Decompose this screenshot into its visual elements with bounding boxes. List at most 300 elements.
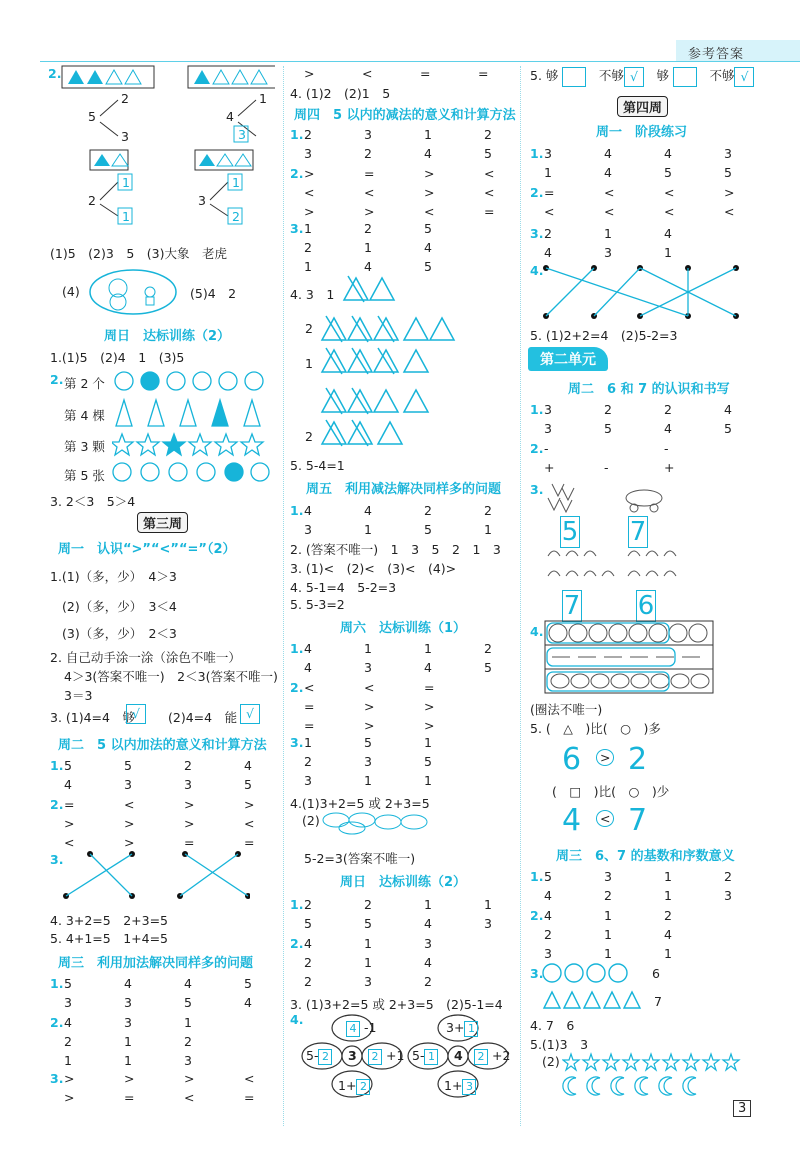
grid-cell: = xyxy=(364,166,375,181)
flower2-left: 5- 1 xyxy=(412,1048,438,1065)
grid-cell: 4 xyxy=(304,660,312,675)
grid-cell: 3 xyxy=(544,146,552,161)
flower1-center: 3 xyxy=(348,1048,357,1063)
decomp-bottom: 3 xyxy=(121,129,129,144)
grid-cell: 1 xyxy=(424,641,432,656)
grid-cell: 1 xyxy=(424,735,432,750)
grid-cell: 3 xyxy=(64,995,72,1010)
grouping-pictures xyxy=(544,620,714,694)
grid-cell: < xyxy=(664,185,675,200)
grid-cell: 5 xyxy=(364,916,372,931)
question-number: 1. xyxy=(290,127,304,142)
grid-cell: 2 xyxy=(304,897,312,912)
circled-animals-image xyxy=(88,268,178,316)
question-number: 1. xyxy=(290,897,304,912)
grid-cell: 1 xyxy=(364,641,372,656)
answer-line: 1.(1)5 (2)4 1 (3)5 xyxy=(50,350,185,365)
grid-cell: 3 xyxy=(544,421,552,436)
grid-cell: 5 xyxy=(604,421,612,436)
answer-line: ( □ )比( ○ )少 xyxy=(552,784,670,799)
grid-cell: > xyxy=(64,1071,75,1086)
decomp-total: 4 xyxy=(226,109,234,124)
grid-cell: - xyxy=(604,460,609,475)
grid-cell: = xyxy=(304,699,315,714)
grid-cell: < xyxy=(664,204,675,219)
answer-line: 5. (1)2+2=4 (2)5-2=3 xyxy=(530,328,678,343)
grid-cell: 4 xyxy=(304,936,312,951)
decomp-total: 3 xyxy=(198,193,206,208)
grid-cell: 1 xyxy=(304,259,312,274)
question-number: 1. xyxy=(530,869,544,884)
grid-cell: = xyxy=(478,66,489,81)
grid-cell: < xyxy=(484,185,495,200)
flower2-bottom: 1+ 3 xyxy=(444,1078,476,1095)
grid-cell: 5 xyxy=(184,995,192,1010)
answer-line: 4＞3(答案不唯一) 2＜3(答案不唯一) xyxy=(64,669,278,684)
answer-line: 3. (1)< (2)< (3)< (4)> xyxy=(290,561,457,576)
question-number: 1. xyxy=(530,402,544,417)
grid-cell: 3 xyxy=(304,773,312,788)
grid-cell: 1 xyxy=(424,897,432,912)
answer-line: 4. 3+2=5 2+3=5 xyxy=(50,913,169,928)
grid-cell: 2 xyxy=(484,641,492,656)
grid-cell: 1 xyxy=(664,946,672,961)
page-number: 3 xyxy=(733,1100,751,1117)
answer-line: 3. 2＜3 5＞4 xyxy=(50,494,136,509)
grid-cell: 1 xyxy=(664,888,672,903)
grid-cell: 3 xyxy=(364,660,372,675)
ordinal-pictures xyxy=(112,368,272,486)
grid-cell: 3 xyxy=(124,1015,132,1030)
decomp-top: 1 xyxy=(122,175,130,190)
check-box: √ xyxy=(240,704,260,724)
answer-line: (圈法不唯一) xyxy=(530,702,603,717)
section-title-wednesday: 周三 6、7 的基数和序数意义 xyxy=(556,849,735,864)
crossed-triangles xyxy=(320,274,470,452)
answer-line: 2. (答案不唯一) 1 3 5 2 1 3 xyxy=(290,542,501,557)
grid-cell: 2 xyxy=(184,1034,192,1049)
grid-cell: 4 xyxy=(124,976,132,991)
section-title-tuesday: 周二 6 和 7 的认识和书写 xyxy=(568,382,730,397)
grid-cell: < xyxy=(484,166,495,181)
digit-answer: 5 xyxy=(561,517,579,547)
grid-cell: 2 xyxy=(544,927,552,942)
grid-cell: 5 xyxy=(724,165,732,180)
grid-cell: 5 xyxy=(424,754,432,769)
grid-cell: 1 xyxy=(484,522,492,537)
column-divider xyxy=(520,66,521,1126)
grid-cell: = xyxy=(244,835,255,850)
grid-cell: 1 xyxy=(604,908,612,923)
section-title-thursday: 周四 5 以内的减法的意义和计算方法 xyxy=(294,108,516,123)
grid-cell: = xyxy=(64,797,75,812)
flower2-top: 3+ 1 xyxy=(446,1020,478,1037)
answer-line: (5)4 2 xyxy=(190,286,237,301)
grid-cell: 5 xyxy=(244,976,252,991)
decomp-bottom: 2 xyxy=(232,209,240,224)
question-number: 4. xyxy=(290,1012,304,1027)
label-2nd: 第 2 个 xyxy=(64,376,105,391)
grid-cell: 4 xyxy=(664,146,672,161)
column-divider xyxy=(283,66,284,1126)
question-number: 2. xyxy=(290,680,304,695)
grid-cell: 4 xyxy=(664,226,672,241)
grid-cell: > xyxy=(304,166,315,181)
question-number: 2. xyxy=(290,166,304,181)
matching-lines xyxy=(540,262,745,322)
digit-answer: 7 xyxy=(563,591,581,621)
grid-cell: 4 xyxy=(424,240,432,255)
stars-moons xyxy=(562,1052,752,1098)
grid-cell: < xyxy=(604,204,615,219)
grid-cell: 1 xyxy=(664,869,672,884)
answer-line: (2) xyxy=(542,1054,560,1069)
answer-line: 5. 5-3=2 xyxy=(290,597,345,612)
grid-cell: 4 xyxy=(664,421,672,436)
answer-line: (4) xyxy=(62,284,80,299)
matching-lines xyxy=(60,848,250,904)
grid-cell: 4 xyxy=(424,916,432,931)
question-number: 2. xyxy=(50,797,64,812)
grid-cell: 1 xyxy=(124,1053,132,1068)
decomp-total: 5 xyxy=(88,109,96,124)
grid-cell: 3 xyxy=(424,936,432,951)
flower1-left: 5- 2 xyxy=(306,1048,332,1065)
question-number: 2. xyxy=(530,908,544,923)
grid-cell: 1 xyxy=(604,927,612,942)
answer-line: 3＝3 xyxy=(64,688,93,703)
grid-cell: 1 xyxy=(364,240,372,255)
grid-cell: > xyxy=(364,204,375,219)
grid-cell: 3 xyxy=(544,946,552,961)
grid-cell: 5 xyxy=(544,869,552,884)
grid-cell: 5 xyxy=(424,221,432,236)
unit-badge: 第二单元 xyxy=(528,347,608,371)
decomp-bottom: 3 xyxy=(238,127,246,142)
answer-line: (2)4=4 能 xyxy=(168,710,238,725)
section-title-tuesday: 周二 5 以内加法的意义和计算方法 xyxy=(58,738,267,753)
bread-picture xyxy=(322,808,432,838)
grid-cell: > xyxy=(304,204,315,219)
grid-cell: < xyxy=(724,204,735,219)
grid-cell: 4 xyxy=(424,955,432,970)
grid-cell: 2 xyxy=(304,127,312,142)
grid-cell: 4 xyxy=(604,146,612,161)
grid-cell: 4 xyxy=(664,927,672,942)
header-rule xyxy=(40,61,800,62)
grid-cell: 1 xyxy=(364,773,372,788)
section-title-monday: 周一 阶段练习 xyxy=(596,125,688,140)
answer-line: (3)（多，少） 2＜3 xyxy=(62,626,177,641)
grid-cell: < xyxy=(244,1071,255,1086)
decomp-bottom: 1 xyxy=(122,209,130,224)
grid-cell: 4 xyxy=(724,402,732,417)
compare-right-digit: 2 xyxy=(628,742,648,777)
answer-line: 5.(1)3 3 xyxy=(530,1037,589,1052)
question-number: 3. xyxy=(50,1071,64,1086)
answer-line: 5. 够 不够 √ 够 不够 √ xyxy=(530,66,754,87)
answer-line: 4. 3 1 xyxy=(290,287,335,302)
grid-cell: 4 xyxy=(424,146,432,161)
grid-cell: 5 xyxy=(244,777,252,792)
grid-cell: 4 xyxy=(64,1015,72,1030)
grid-cell: 2 xyxy=(304,754,312,769)
grid-cell: 4 xyxy=(544,888,552,903)
grid-cell: 4 xyxy=(244,995,252,1010)
answer-line: 5. ( △ )比( ○ )多 xyxy=(530,721,661,736)
grid-cell: 3 xyxy=(304,522,312,537)
grid-cell: 5 xyxy=(124,758,132,773)
grid-cell: 4 xyxy=(544,908,552,923)
grid-cell: < xyxy=(244,816,255,831)
grid-cell: 4 xyxy=(604,165,612,180)
grid-cell: < xyxy=(364,680,375,695)
question-number: 3. xyxy=(530,226,544,241)
grid-cell: 1 xyxy=(424,127,432,142)
grid-cell: 4 xyxy=(544,245,552,260)
grid-cell: 2 xyxy=(604,888,612,903)
grid-cell: 2 xyxy=(304,955,312,970)
label-3rd: 第 3 颗 xyxy=(64,439,105,454)
grid-cell: 4 xyxy=(364,259,372,274)
question-number: 1. xyxy=(530,146,544,161)
digit-answer: 6 xyxy=(637,591,655,621)
grid-cell: 2 xyxy=(664,908,672,923)
answer-line: 3. (1)4=4 够 xyxy=(50,710,135,725)
grid-cell: > xyxy=(124,816,135,831)
grid-cell: 1 xyxy=(304,735,312,750)
answer-line: 5-2=3(答案不唯一) xyxy=(304,851,416,866)
grid-cell: - xyxy=(664,441,669,456)
section-title-saturday: 周六 达标训练（1） xyxy=(340,621,467,636)
grid-cell: 2 xyxy=(304,974,312,989)
grid-cell: 4 xyxy=(304,503,312,518)
grid-cell: 1 xyxy=(364,955,372,970)
grid-cell: > xyxy=(364,699,375,714)
compare-left-digit: 6 xyxy=(562,742,582,777)
grid-cell: 3 xyxy=(604,869,612,884)
answer-line: 3. (1)3+2=5 或 2+3=5 (2)5-1=4 xyxy=(290,997,503,1012)
grid-cell: 5 xyxy=(364,735,372,750)
decomp-total: 2 xyxy=(88,193,96,208)
grid-cell: 2 xyxy=(484,127,492,142)
grid-cell: 5 xyxy=(64,976,72,991)
grid-cell: > xyxy=(364,718,375,733)
grid-cell: 2 xyxy=(64,1034,72,1049)
grid-cell: 2 xyxy=(664,402,672,417)
grid-cell: < xyxy=(362,66,373,81)
decomp-top: 1 xyxy=(232,175,240,190)
grid-cell: + xyxy=(544,460,555,475)
grid-cell: 5 xyxy=(484,660,492,675)
grid-cell: 5 xyxy=(424,522,432,537)
grid-cell: < xyxy=(64,835,75,850)
grid-cell: 1 xyxy=(64,1053,72,1068)
grid-cell: 4 xyxy=(64,777,72,792)
week-badge: 第三周 xyxy=(137,512,188,533)
question-number: 1. xyxy=(290,641,304,656)
grid-cell: 2 xyxy=(724,869,732,884)
grid-cell: 1 xyxy=(184,1015,192,1030)
section-title-sunday: 周日 达标训练（2） xyxy=(340,875,467,890)
grid-cell: 1 xyxy=(544,165,552,180)
grid-cell: > xyxy=(124,835,135,850)
grid-cell: > xyxy=(304,66,315,81)
grid-cell: 5 xyxy=(304,916,312,931)
grid-cell: < xyxy=(304,185,315,200)
grid-cell: + xyxy=(664,460,675,475)
answer-line: 1.(1)（多，少） 4＞3 xyxy=(50,569,177,584)
answer-line: 7 xyxy=(654,994,662,1009)
flower2-right: 2 +2 xyxy=(474,1048,510,1065)
grid-cell: 3 xyxy=(184,1053,192,1068)
answer-line: 4.(1)3+2=5 或 2+3=5 xyxy=(290,796,430,811)
grid-cell: 3 xyxy=(304,146,312,161)
compare-symbol: < xyxy=(596,810,614,827)
compare-symbol: > xyxy=(596,749,614,766)
flower1-top: 4 -1 xyxy=(346,1020,376,1037)
section-title-wednesday: 周三 利用加法解决同样多的问题 xyxy=(58,956,254,971)
grid-cell: > xyxy=(64,1090,75,1105)
grid-cell: 2 xyxy=(604,402,612,417)
digit-answer: 7 xyxy=(629,517,647,547)
header-title: 参考答案 xyxy=(688,47,745,62)
grid-cell: = xyxy=(484,204,495,219)
grid-cell: = xyxy=(420,66,431,81)
grid-cell: < xyxy=(604,185,615,200)
answer-line: 2. 自己动手涂一涂（涂色不唯一） xyxy=(50,650,241,665)
answer-line: 2 xyxy=(305,321,313,336)
question-number: 1. xyxy=(290,503,304,518)
flower1-bottom: 1+ 2 xyxy=(338,1078,370,1095)
question-number: 3. xyxy=(50,852,64,867)
answer-line: 4. 7 6 xyxy=(530,1018,575,1033)
grid-cell: 2 xyxy=(304,240,312,255)
grid-cell: 1 xyxy=(424,773,432,788)
grid-cell: 1 xyxy=(364,522,372,537)
grid-cell: 5 xyxy=(664,165,672,180)
question-number: 2. xyxy=(530,441,544,456)
section-title-sunday: 周日 达标训练（2） xyxy=(104,329,231,344)
answer-line: 2 xyxy=(305,429,313,444)
question-number: 2. xyxy=(290,936,304,951)
grid-cell: 2 xyxy=(424,974,432,989)
answer-line: 4. (1)2 (2)1 5 xyxy=(290,86,391,101)
flower1-right: 2 +1 xyxy=(368,1048,404,1065)
grid-cell: 1 xyxy=(604,946,612,961)
grid-cell: > xyxy=(424,166,435,181)
grid-cell: 1 xyxy=(604,226,612,241)
check-box: √ xyxy=(126,704,146,724)
grid-cell: = xyxy=(124,1090,135,1105)
answer-line: 4. 5-1=4 5-2=3 xyxy=(290,580,397,595)
week-badge: 第四周 xyxy=(617,96,668,117)
grid-cell: 5 xyxy=(724,421,732,436)
grid-cell: = xyxy=(544,185,555,200)
grid-cell: 2 xyxy=(364,146,372,161)
grid-cell: 2 xyxy=(424,503,432,518)
grid-cell: < xyxy=(304,680,315,695)
question-number: 4. xyxy=(530,624,544,639)
grid-cell: 1 xyxy=(484,897,492,912)
grid-cell: > xyxy=(184,1071,195,1086)
grid-cell: > xyxy=(424,718,435,733)
grid-cell: 4 xyxy=(184,976,192,991)
grid-cell: 4 xyxy=(364,503,372,518)
grid-cell: > xyxy=(184,797,195,812)
question-number: 3. xyxy=(530,966,544,981)
grid-cell: 3 xyxy=(124,995,132,1010)
answer-line: (2)（多，少） 3＜4 xyxy=(62,599,177,614)
grid-cell: > xyxy=(244,797,255,812)
question-number: 2. xyxy=(50,372,64,387)
section-title-monday: 周一 认识“>”“<”“=”（2） xyxy=(58,542,236,557)
grid-cell: 3 xyxy=(364,754,372,769)
question-number: 3. xyxy=(290,735,304,750)
grid-cell: 1 xyxy=(124,1034,132,1049)
answer-line: 6 xyxy=(652,966,660,981)
grid-cell: 3 xyxy=(364,974,372,989)
question-number: 1. xyxy=(50,976,64,991)
grid-cell: > xyxy=(424,185,435,200)
grid-cell: 1 xyxy=(304,221,312,236)
answer-line: (2) xyxy=(302,813,320,828)
question-number: 2. xyxy=(530,185,544,200)
answer-line: (1)5 (2)3 5 (3)大象 老虎 xyxy=(50,246,227,261)
label-5th: 第 5 张 xyxy=(64,468,105,483)
grid-cell: 4 xyxy=(244,758,252,773)
compare-left-digit: 4 xyxy=(562,803,582,838)
question-number: 3. xyxy=(530,482,544,497)
grid-cell: 3 xyxy=(124,777,132,792)
flower2-center: 4 xyxy=(454,1048,463,1063)
grid-cell: < xyxy=(184,1090,195,1105)
decomp-top: 2 xyxy=(121,91,129,106)
question-number: 4. xyxy=(530,263,544,278)
grid-cell: < xyxy=(364,185,375,200)
question-number: 3. xyxy=(290,221,304,236)
grid-cell: > xyxy=(724,185,735,200)
answer-line: 1 xyxy=(305,356,313,371)
grid-cell: 3 xyxy=(724,888,732,903)
grid-cell: 2 xyxy=(364,221,372,236)
grid-cell: = xyxy=(184,835,195,850)
grid-cell: 2 xyxy=(544,226,552,241)
grid-cell: 1 xyxy=(664,245,672,260)
grid-cell: > xyxy=(124,1071,135,1086)
grid-cell: = xyxy=(424,680,435,695)
grid-cell: 3 xyxy=(364,127,372,142)
grid-cell: = xyxy=(244,1090,255,1105)
header-band xyxy=(676,40,800,62)
grid-cell: 5 xyxy=(484,146,492,161)
label-4th: 第 4 棵 xyxy=(64,408,105,423)
grid-cell: = xyxy=(304,718,315,733)
grid-cell: 3 xyxy=(184,777,192,792)
grid-cell: 3 xyxy=(604,245,612,260)
grid-cell: - xyxy=(544,441,549,456)
answer-line: 5. 4+1=5 1+4=5 xyxy=(50,931,169,946)
grid-cell: 4 xyxy=(304,641,312,656)
grid-cell: 3 xyxy=(724,146,732,161)
grid-cell: > xyxy=(184,816,195,831)
grid-cell: 2 xyxy=(364,897,372,912)
section-title-friday: 周五 利用减法解决同样多的问题 xyxy=(306,482,502,497)
grid-cell: 2 xyxy=(184,758,192,773)
grid-cell: 4 xyxy=(424,660,432,675)
grid-cell: < xyxy=(124,797,135,812)
question-number: 2. xyxy=(50,1015,64,1030)
